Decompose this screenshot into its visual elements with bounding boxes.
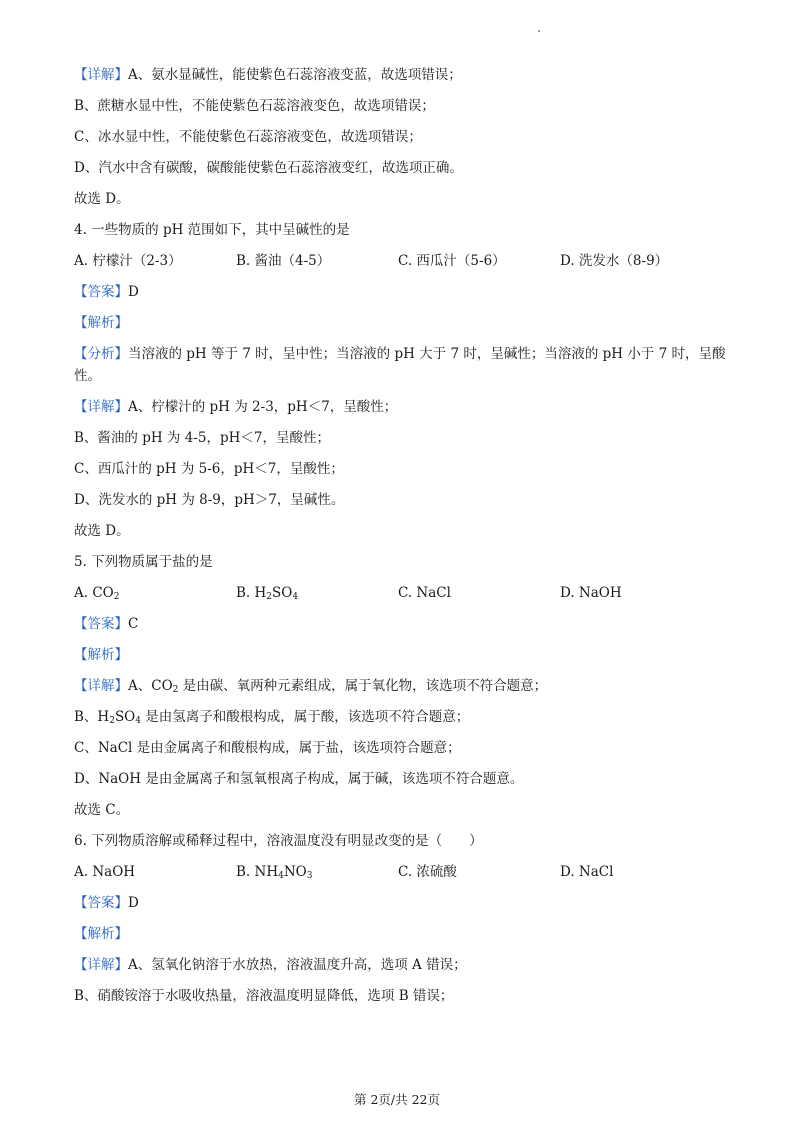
q5-detail-b-sub1: 2 xyxy=(109,716,115,726)
q4-stem: 4. 一些物质的 pH 范围如下，其中呈碱性的是 xyxy=(74,222,350,238)
q5-stem: 5. 下列物质属于盐的是 xyxy=(74,554,213,570)
q4-option-b: B. 酱油（4-5） xyxy=(236,253,331,269)
q4-fenxi-text: 当溶液的 pH 等于 7 时，呈中性；当溶液的 pH 大于 7 时，呈碱性；当溶液的 pH 小于 7 时，呈酸性。 xyxy=(74,346,726,384)
analysis-tag: 【解析】 xyxy=(74,647,128,663)
q4-fenxi xyxy=(74,343,734,387)
q5-option-b-text: B. H xyxy=(236,585,267,601)
q6-detail-a xyxy=(74,954,734,985)
q5-option-a-sub: 2 xyxy=(113,592,120,602)
q5-detail-a-pre: A、CO xyxy=(128,678,173,694)
q4-detail-d: D、洗发水的 pH 为 8-9，pH＞7，呈碱性。 xyxy=(74,492,345,508)
q5-answer-value: C xyxy=(128,616,139,632)
q3-detail-a xyxy=(74,64,734,95)
q5-options xyxy=(74,582,734,613)
q4-options xyxy=(74,250,734,281)
q5-option-b-sub2: 4 xyxy=(292,592,299,602)
q6-option-b xyxy=(236,861,398,892)
q5-detail-d: D、NaOH 是由金属离子和氢氧根离子构成，属于碱，该选项不符合题意。 xyxy=(74,771,524,787)
q4-detail-c: C、西瓜汁的 pH 为 5-6，pH＜7，呈酸性； xyxy=(74,461,344,477)
q5-answer xyxy=(74,613,734,644)
q3-detail-c: C、冰水显中性，不能使紫色石蕊溶液变色，故选项错误； xyxy=(74,129,422,145)
q6-stem: 6. 下列物质溶解或稀释过程中，溶液温度没有明显改变的是（ ） xyxy=(74,833,483,849)
q5-option-d: D. NaOH xyxy=(560,585,622,601)
q5-detail-b-mid: SO xyxy=(114,709,136,725)
q5-detail-a-sub: 2 xyxy=(172,685,179,695)
page-content xyxy=(74,64,734,1016)
q6-options xyxy=(74,861,734,892)
q6-detail-a-text: A、氢氧化钠溶于水放热，溶液温度升高，选项 A 错误； xyxy=(128,957,467,973)
q4-detail-a-text: A、柠檬汁的 pH 为 2-3，pH＜7，呈酸性； xyxy=(128,399,398,415)
q4-option-a: A. 柠檬汁（2-3） xyxy=(74,253,182,269)
q6-detail-b: B、硝酸铵溶于水吸收热量，溶液温度明显降低，选项 B 错误； xyxy=(74,988,454,1004)
q5-analysis xyxy=(74,644,734,675)
q5-detail-c: C、NaCl 是由金属离子和酸根构成，属于盐，该选项符合题意； xyxy=(74,740,461,756)
q4-option-d: D. 洗发水（8-9） xyxy=(560,253,669,269)
q5-choose: 故选 C。 xyxy=(74,802,130,818)
q5-detail-a-post: 是由碳、氧两种元素组成，属于氧化物，该选项不符合题意； xyxy=(178,678,548,694)
analysis-tag: 【解析】 xyxy=(74,926,128,942)
q6-option-b-mid: NO xyxy=(283,864,307,880)
q6-answer xyxy=(74,892,734,923)
page-mark xyxy=(538,30,540,32)
answer-tag: 【答案】 xyxy=(74,895,128,911)
q4-detail-b: B、酱油的 pH 为 4-5，pH＜7，呈酸性； xyxy=(74,430,330,446)
q6-option-b-sub1: 4 xyxy=(278,871,284,881)
q5-option-a-text: A. CO xyxy=(74,585,114,601)
q4-detail-a xyxy=(74,396,734,427)
q3-detail-d: D、汽水中含有碳酸，碳酸能使紫色石蕊溶液变红，故选项正确。 xyxy=(74,160,463,176)
q3-detail-b: B、蔗糖水显中性，不能使紫色石蕊溶液变色，故选项错误； xyxy=(74,98,435,114)
q5-option-c: C. NaCl xyxy=(398,585,451,601)
q5-detail-b-post: 是由氢离子和酸根构成，属于酸，该选项不符合题意； xyxy=(141,709,470,725)
fenxi-tag: 【分析】 xyxy=(74,346,128,362)
page-footer: 第 2页/共 22页 xyxy=(353,1092,441,1107)
q5-detail-a xyxy=(74,675,734,706)
q6-option-b-text: B. NH xyxy=(236,864,279,880)
q6-answer-value: D xyxy=(128,895,139,911)
q6-option-d: D. NaCl xyxy=(560,864,614,880)
q5-option-b-mid: SO xyxy=(272,585,293,601)
q5-option-b xyxy=(236,582,398,613)
q5-option-a xyxy=(74,582,236,613)
q6-option-c: C. 浓硫酸 xyxy=(398,864,457,880)
q5-detail-b-sub2: 4 xyxy=(135,716,141,726)
analysis-tag: 【解析】 xyxy=(74,315,128,331)
answer-tag: 【答案】 xyxy=(74,616,128,632)
q6-option-a: A. NaOH xyxy=(74,864,136,880)
q4-analysis xyxy=(74,312,734,343)
q4-answer-value: D xyxy=(128,284,139,300)
q5-option-b-sub1: 2 xyxy=(266,592,273,602)
q4-option-c: C. 西瓜汁（5-6） xyxy=(398,253,506,269)
detail-tag: 【详解】 xyxy=(74,957,128,973)
detail-tag: 【详解】 xyxy=(74,678,128,694)
q5-detail-b xyxy=(74,706,734,737)
q3-choose: 故选 D。 xyxy=(74,191,130,207)
detail-tag: 【详解】 xyxy=(74,399,128,415)
q6-analysis xyxy=(74,923,734,954)
detail-tag: 【详解】 xyxy=(74,67,128,83)
q3-detail-a-text: A、氨水显碱性，能使紫色石蕊溶液变蓝，故选项错误； xyxy=(128,67,462,83)
q4-answer xyxy=(74,281,734,312)
q6-option-b-sub2: 3 xyxy=(306,871,313,881)
q5-detail-b-pre: B、H xyxy=(74,709,110,725)
q4-choose: 故选 D。 xyxy=(74,523,130,539)
answer-tag: 【答案】 xyxy=(74,284,128,300)
